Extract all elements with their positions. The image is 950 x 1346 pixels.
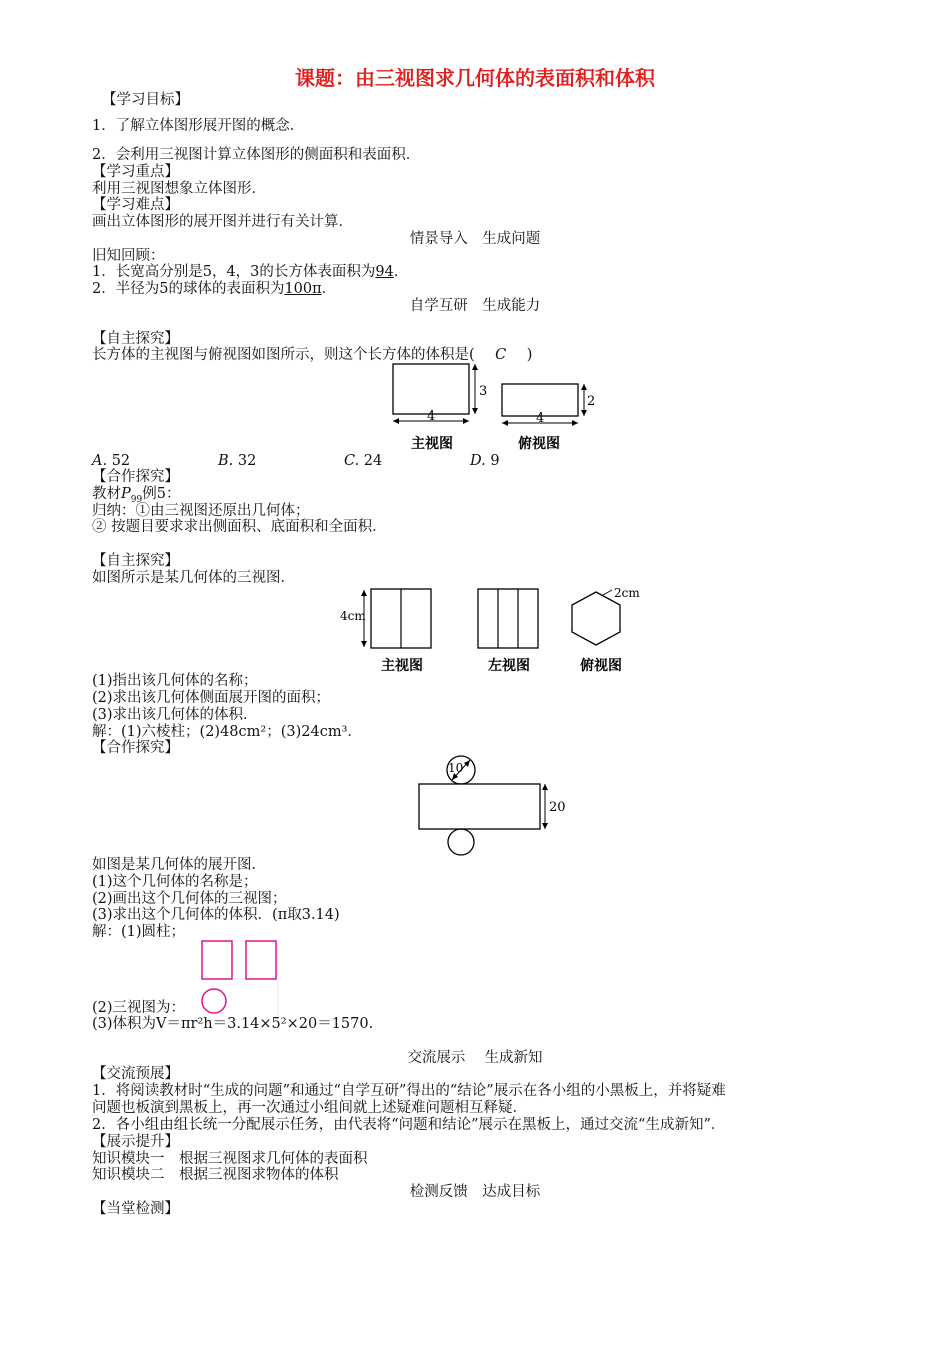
exchange-heading: 【交流预展】 [92, 1066, 179, 1082]
explore2-solution: 解：(1)六棱柱；(2)48cm²；(3)24cm³． [92, 724, 362, 740]
option-c-value: 24 [363, 453, 383, 469]
prism-left-label: 左视图 [488, 658, 530, 674]
option-a-letter: A. [92, 453, 108, 469]
key-heading: 【学习重点】 [92, 164, 179, 180]
explore2-q1: (1)指出该几何体的名称； [92, 673, 258, 689]
review-q1-end: ． [393, 264, 409, 280]
option-d-letter: D. [470, 453, 486, 469]
prism-side-label: 2cm [614, 586, 640, 600]
explore1-question-close: ) [512, 347, 533, 363]
show-module-1: 知识模块一 根据三视图求几何体的表面积 [92, 1151, 368, 1167]
net-side-rectangle [419, 784, 540, 829]
section-heading-2: 自学互研 生成能力 [409, 298, 541, 314]
dim-arrow [361, 590, 367, 596]
dim-arrow [472, 364, 478, 370]
section-heading-3: 交流展示 生成新知 [407, 1050, 543, 1066]
section-heading-1: 情景导入 生成问题 [409, 231, 541, 247]
prism-front-label: 主视图 [381, 658, 423, 674]
option-b-letter: B. [218, 453, 234, 469]
coop2-q1: (1)这个几何体的名称是； [92, 874, 258, 890]
option-c-letter: C. [344, 453, 360, 469]
explore2-heading: 【自主探究】 [92, 553, 179, 569]
textbook-example: 例5： [142, 486, 181, 502]
difficulty-heading: 【学习难点】 [92, 197, 179, 213]
dim-arrow [581, 410, 587, 416]
top-view-label: 俯视图 [518, 436, 560, 452]
show-module-2: 知识模块二 根据三视图求物体的体积 [92, 1167, 339, 1183]
option-b [218, 453, 256, 470]
dim-arrow [472, 408, 478, 414]
option-d-value: 9 [490, 453, 500, 469]
review-heading: 旧知回顾： [92, 248, 165, 264]
cylinder-net-figure [410, 752, 580, 860]
review-q2 [92, 281, 336, 298]
prism-top-view-hexagon [572, 592, 620, 645]
coop2-q2: (2)画出这个几何体的三视图； [92, 891, 287, 907]
dim-arrow [361, 641, 367, 647]
option-a [92, 453, 130, 470]
prism-height-label: 4cm [340, 609, 366, 623]
dim-arrow [581, 384, 587, 390]
exchange-p1b: 问题也板演到黑板上，再一次通过小组间就上述疑难问题相互释疑． [92, 1100, 527, 1116]
page-title: 课题：由三视图求几何体的表面积和体积 [295, 66, 655, 90]
goal-item-1: 1．了解立体图形展开图的概念． [92, 118, 305, 134]
front-height-label: 3 [479, 384, 488, 399]
explore2-q3: (3)求出该几何体的体积． [92, 707, 258, 723]
explore1-answer: C [495, 347, 507, 363]
explore1-question-text: 长方体的主视图与俯视图如图所示，则这个长方体的体积是( [92, 347, 490, 363]
coop2-solution-2: (2)三视图为： [92, 1000, 186, 1016]
coop2-solution-3: (3)体积为V＝πr²h＝3.14×5²×20＝1570. [92, 1016, 374, 1032]
option-a-value: 52 [111, 453, 131, 469]
front-view-rect [393, 364, 469, 414]
cylinder-views-sketch [198, 936, 282, 1020]
test-heading: 【当堂检测】 [92, 1201, 179, 1217]
coop2-intro: 如图是某几何体的展开图． [92, 857, 266, 873]
top-height-label: 2 [587, 394, 596, 409]
prism-left-view [478, 589, 538, 648]
exchange-p1a: 1．将阅读教材时“生成的问题”和通过“自学互研”得出的“结论”展示在各小组的小黑板上，并将疑难 [92, 1083, 726, 1099]
review-q1-answer: 94 [375, 264, 394, 280]
coop2-heading: 【合作探究】 [92, 740, 179, 756]
sketch-top-view [202, 989, 226, 1013]
option-b-value: 32 [237, 453, 257, 469]
coop1-summary-2: ② 按题目要求求出侧面积、底面积和全面积． [92, 519, 387, 535]
dim-arrow [542, 823, 548, 829]
dim-arrow [393, 418, 399, 424]
dim-arrow [502, 420, 508, 426]
net-bottom-circle [448, 829, 474, 855]
coop2-solution-1: 解：(1)圆柱； [92, 924, 186, 940]
key-text: 利用三视图想象立体图形． [92, 181, 266, 197]
textbook-page-letter: P [121, 486, 131, 502]
sketch-front-view [202, 941, 232, 979]
dim-arrow [463, 418, 469, 424]
review-q2-end: ． [321, 281, 337, 297]
textbook-label: 教材 [92, 486, 121, 502]
cuboid-views-figure [385, 360, 600, 455]
review-q1-text: 1．长宽高分别是5，4，3的长方体表面积为 [92, 264, 376, 280]
dim-arrow [542, 784, 548, 790]
prism-top-label: 俯视图 [580, 658, 622, 674]
coop1-heading: 【合作探究】 [92, 469, 179, 485]
goal-item-2: 2．会利用三视图计算立体图形的侧面积和表面积． [92, 147, 421, 163]
explore2-q2: (2)求出该几何体侧面展开图的面积； [92, 690, 331, 706]
exchange-p2: 2．各小组由组长统一分配展示任务，由代表将“问题和结论”展示在黑板上，通过交流“生成新知”． [92, 1117, 726, 1133]
top-width-label: 4 [536, 411, 545, 426]
option-c [344, 453, 382, 470]
difficulty-text: 画出立体图形的展开图并进行有关计算． [92, 214, 353, 230]
explore2-intro: 如图所示是某几何体的三视图． [92, 570, 295, 586]
diameter-label: 10 [448, 761, 464, 775]
net-height-label: 20 [549, 800, 566, 815]
review-q2-answer: 100π [284, 281, 322, 297]
goal-heading: 【学习目标】 [102, 92, 189, 108]
show-heading: 【展示提升】 [92, 1134, 179, 1150]
front-width-label: 4 [427, 409, 436, 424]
prism-side-pointer [603, 590, 612, 595]
textbook-page-number: 99 [130, 494, 143, 505]
coop2-q3: (3)求出这个几何体的体积．(π取3.14) [92, 907, 340, 923]
review-q2-text: 2．半径为5的球体的表面积为 [92, 281, 285, 297]
prism-views-figure [340, 582, 650, 680]
coop1-summary-1: 归纳：①由三视图还原出几何体； [92, 503, 310, 519]
dim-arrow [572, 420, 578, 426]
review-q1 [92, 264, 408, 281]
option-d [470, 453, 500, 470]
section-heading-4: 检测反馈 达成目标 [409, 1184, 541, 1200]
sketch-left-view [246, 941, 276, 979]
front-view-label: 主视图 [411, 436, 453, 452]
explore1-heading: 【自主探究】 [92, 331, 179, 347]
